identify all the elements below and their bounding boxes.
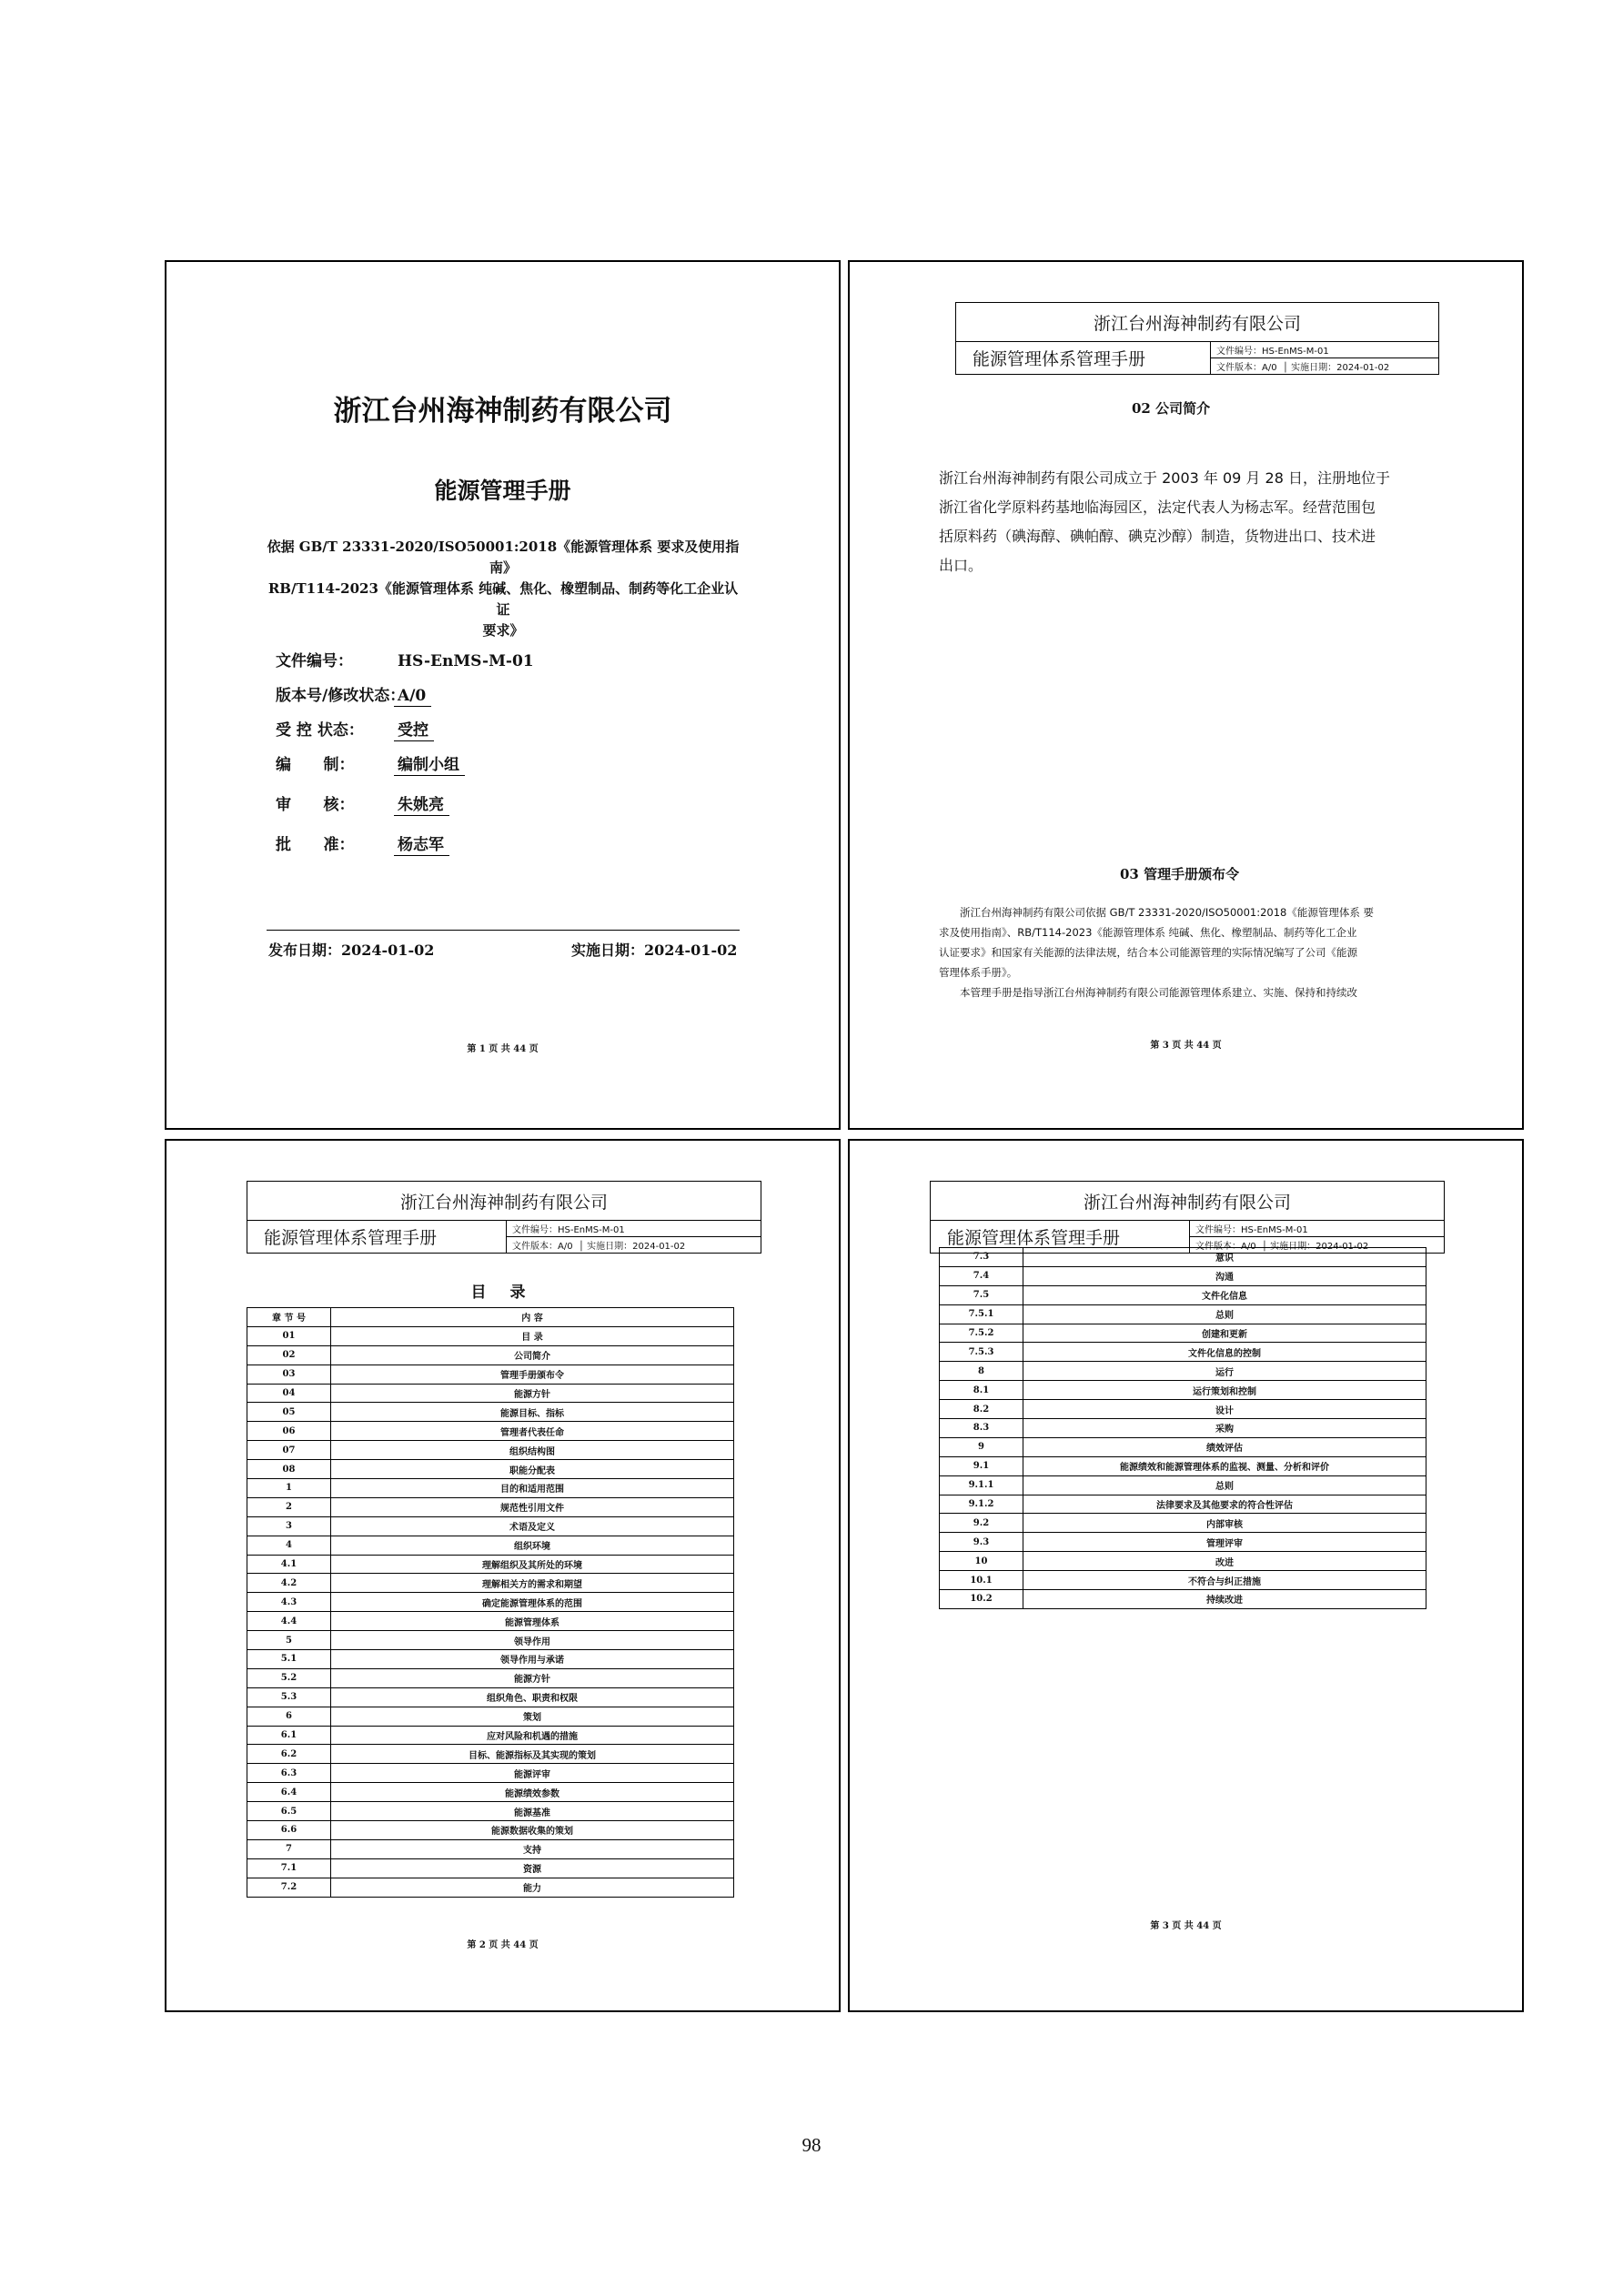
- toc-row: [940, 1571, 1426, 1590]
- toc-chapter-no: 03: [247, 1365, 331, 1384]
- toc-chapter-no: 10: [940, 1552, 1023, 1571]
- cover-basis-line: RB/T114-2023《能源管理体系 纯碱、焦化、橡塑制品、制药等化工企业认证: [267, 580, 739, 618]
- toc-chapter-title: 能力: [331, 1878, 734, 1897]
- toc-chapter-no: 7.2: [247, 1878, 331, 1897]
- toc-chapter-no: 4: [247, 1536, 331, 1555]
- text-line: 求及使用指南》、RB/T114-2023《能源管理体系 纯碱、焦化、橡塑制品、制药等化工企业: [939, 926, 1357, 939]
- header-version: 文件版本：A/0: [1195, 1242, 1256, 1252]
- toc-row: [940, 1324, 1426, 1343]
- cover-field-label: 审 核：: [276, 796, 355, 814]
- toc-chapter-title: 能源绩效和能源管理体系的监视、测量、分析和评价: [1023, 1456, 1426, 1475]
- cover-page: [165, 260, 841, 1130]
- doc-header: [930, 1181, 1445, 1254]
- toc-chapter-no: 4.2: [247, 1574, 331, 1593]
- section-02-body: [939, 464, 1448, 580]
- toc-page-2: [848, 1139, 1524, 2012]
- text-line: 浙江台州海神制药有限公司成立于 2003 年 09 月 28 日，注册地位于: [939, 469, 1390, 487]
- toc-chapter-title: 能源评审: [331, 1764, 734, 1783]
- toc-chapter-no: 8.1: [940, 1381, 1023, 1400]
- toc-chapter-no: 6.1: [247, 1726, 331, 1745]
- toc-chapter-no: 6.4: [247, 1783, 331, 1802]
- toc-row: [940, 1266, 1426, 1285]
- toc-chapter-no: 9.1.2: [940, 1495, 1023, 1514]
- toc-chapter-no: 1: [247, 1479, 331, 1498]
- cover-field-row: [276, 717, 658, 751]
- toc-chapter-title: 文件化信息: [1023, 1285, 1426, 1304]
- toc-chapter-title: 运行: [1023, 1362, 1426, 1381]
- toc-chapter-title: 职能分配表: [331, 1460, 734, 1479]
- text-line: 出口。: [939, 557, 983, 574]
- header-version-date: 文件版本：A/0 │ 实施日期：2024-01-02: [507, 1237, 761, 1254]
- toc-chapter-no: 9.1.1: [940, 1475, 1023, 1495]
- toc-row: [247, 1365, 734, 1384]
- toc-row: [940, 1552, 1426, 1571]
- header-company: 浙江台州海神制药有限公司: [931, 1182, 1445, 1221]
- toc-chapter-no: 6: [247, 1707, 331, 1726]
- cover-field-row: [276, 751, 658, 791]
- toc-row: [247, 1783, 734, 1802]
- toc-row: [247, 1384, 734, 1403]
- toc-row: [940, 1495, 1426, 1514]
- toc-chapter-no: 5.3: [247, 1687, 331, 1707]
- cover-field-value: 朱姚亮: [394, 791, 449, 816]
- toc-row: [247, 1555, 734, 1574]
- toc-chapter-title: 目 录: [331, 1326, 734, 1345]
- toc-row: [940, 1343, 1426, 1362]
- toc-row: [247, 1821, 734, 1840]
- toc-chapter-title: 组织结构图: [331, 1441, 734, 1460]
- toc-row: [940, 1362, 1426, 1381]
- toc-chapter-title: 公司简介: [331, 1345, 734, 1365]
- toc-chapter-title: 采购: [1023, 1419, 1426, 1438]
- toc-chapter-title: 领导作用: [331, 1631, 734, 1650]
- toc-title: 目 录: [470, 1284, 535, 1302]
- cover-field-label: 受 控 状态：: [276, 721, 364, 740]
- toc-chapter-title: 意识: [1023, 1248, 1426, 1267]
- toc-chapter-no: 7.5.1: [940, 1304, 1023, 1324]
- toc-chapter-no: 02: [247, 1345, 331, 1365]
- toc-row: [247, 1650, 734, 1669]
- toc-chapter-title: 总则: [1023, 1304, 1426, 1324]
- toc-row: [247, 1745, 734, 1764]
- header-version: 文件版本：A/0: [1216, 363, 1277, 373]
- toc-row: [247, 1631, 734, 1650]
- toc-row: [940, 1514, 1426, 1533]
- toc-chapter-no: 4.4: [247, 1612, 331, 1631]
- toc-chapter-no: 10.1: [940, 1571, 1023, 1590]
- intro-page-footer: 第 3 页 共 44 页: [1150, 1041, 1222, 1051]
- toc-chapter-title: 绩效评估: [1023, 1437, 1426, 1456]
- toc-row: [940, 1304, 1426, 1324]
- section-03-title: 03 管理手册颁布令: [1120, 866, 1240, 882]
- toc-chapter-title: 内部审核: [1023, 1514, 1426, 1533]
- toc-chapter-title: 持续改进: [1023, 1590, 1426, 1609]
- toc-chapter-title: 管理手册颁布令: [331, 1365, 734, 1384]
- cover-company-name: 浙江台州海神制药有限公司: [333, 395, 672, 428]
- toc-row: [247, 1878, 734, 1897]
- toc-chapter-title: 能源方针: [331, 1668, 734, 1687]
- cover-field-value: 杨志军: [394, 831, 449, 856]
- toc-chapter-title: 能源绩效参数: [331, 1783, 734, 1802]
- toc-chapter-title: 运行策划和控制: [1023, 1381, 1426, 1400]
- toc-chapter-no: 10.2: [940, 1590, 1023, 1609]
- cover-basis-text: [267, 537, 740, 641]
- toc-chapter-title: 能源目标、指标: [331, 1403, 734, 1422]
- header-version: 文件版本：A/0: [512, 1242, 573, 1252]
- cover-divider: [267, 930, 740, 931]
- toc-chapter-title: 能源数据收集的策划: [331, 1821, 734, 1840]
- toc-row: [247, 1574, 734, 1593]
- toc-chapter-title: 总则: [1023, 1475, 1426, 1495]
- cover-field-row: [276, 682, 658, 717]
- text-line: 浙江省化学原料药基地临海园区，法定代表人为杨志军。经营范围包: [939, 498, 1376, 516]
- toc-row: [247, 1839, 734, 1858]
- toc-row: [247, 1497, 734, 1516]
- toc-chapter-title: 文件化信息的控制: [1023, 1343, 1426, 1362]
- text-line: 括原料药（碘海醇、碘帕醇、碘克沙醇）制造，货物进出口、技术进: [939, 528, 1376, 545]
- toc-table: [939, 1247, 1426, 1609]
- doc-header: [955, 302, 1439, 375]
- toc-chapter-title: 能源基准: [331, 1802, 734, 1821]
- toc-row: [247, 1536, 734, 1555]
- toc-chapter-no: 9: [940, 1437, 1023, 1456]
- section-03-body: [939, 902, 1457, 1002]
- cover-page-footer: 第 1 页 共 44 页: [467, 1044, 539, 1054]
- toc-chapter-no: 4.3: [247, 1593, 331, 1612]
- toc-row: [247, 1802, 734, 1821]
- toc-row: [247, 1668, 734, 1687]
- page-number: 98: [801, 2134, 822, 2156]
- toc-chapter-no: 9.2: [940, 1514, 1023, 1533]
- toc-row: [247, 1707, 734, 1726]
- toc-chapter-title: 规范性引用文件: [331, 1497, 734, 1516]
- toc-row: [247, 1441, 734, 1460]
- cover-field-label: 编 制：: [276, 756, 355, 774]
- header-effective: 实施日期：2024-01-02: [587, 1242, 686, 1252]
- toc-row: [940, 1590, 1426, 1609]
- toc-chapter-no: 5.2: [247, 1668, 331, 1687]
- cover-field-value: A/0: [394, 687, 431, 707]
- toc-col-chapter: 章 节 号: [247, 1308, 331, 1327]
- toc-row: [940, 1419, 1426, 1438]
- header-company: 浙江台州海神制药有限公司: [956, 303, 1439, 342]
- cover-manual-title: 能源管理手册: [434, 478, 571, 504]
- toc-row: [940, 1285, 1426, 1304]
- header-manual-title: 能源管理体系管理手册: [247, 1221, 507, 1254]
- header-effective: 实施日期：2024-01-02: [1291, 363, 1390, 373]
- cover-field-label: 批 准：: [276, 836, 355, 854]
- toc-chapter-no: 01: [247, 1326, 331, 1345]
- toc-chapter-title: 能源管理体系: [331, 1612, 734, 1631]
- toc-chapter-no: 5: [247, 1631, 331, 1650]
- toc-table: [247, 1307, 734, 1898]
- toc2-page-footer: 第 3 页 共 44 页: [1150, 1921, 1222, 1931]
- toc-chapter-title: 法律要求及其他要求的符合性评估: [1023, 1495, 1426, 1514]
- toc-chapter-no: 7.3: [940, 1248, 1023, 1267]
- toc-header-row: [247, 1308, 734, 1327]
- toc-chapter-no: 8: [940, 1362, 1023, 1381]
- toc-chapter-no: 2: [247, 1497, 331, 1516]
- toc-chapter-title: 目的和适用范围: [331, 1479, 734, 1498]
- toc-chapter-title: 改进: [1023, 1552, 1426, 1571]
- cover-field-value: 编制小组: [394, 751, 465, 776]
- toc-chapter-no: 7.5: [940, 1285, 1023, 1304]
- toc-row: [940, 1533, 1426, 1552]
- header-company: 浙江台州海神制药有限公司: [247, 1182, 761, 1221]
- toc-chapter-no: 7.5.2: [940, 1324, 1023, 1343]
- toc-chapter-no: 08: [247, 1460, 331, 1479]
- cover-field-row: [276, 791, 658, 831]
- intro-page: [848, 260, 1524, 1130]
- toc-chapter-no: 8.3: [940, 1419, 1023, 1438]
- cover-field-value: 受控: [394, 717, 434, 741]
- toc-chapter-no: 4.1: [247, 1555, 331, 1574]
- cover-field-label: 文件编号：: [276, 652, 353, 670]
- toc-row: [247, 1345, 734, 1365]
- toc-chapter-title: 组织环境: [331, 1536, 734, 1555]
- toc-row: [247, 1593, 734, 1612]
- toc-row: [940, 1437, 1426, 1456]
- cover-field-value: HS-EnMS-M-01: [398, 652, 534, 670]
- toc-chapter-no: 7.4: [940, 1266, 1023, 1285]
- toc-chapter-no: 05: [247, 1403, 331, 1422]
- cover-basis-line: 要求》: [482, 622, 524, 639]
- cover-effective-date: 实施日期：2024-01-02: [571, 942, 738, 959]
- toc-chapter-title: 应对风险和机遇的措施: [331, 1726, 734, 1745]
- toc-row: [940, 1248, 1426, 1267]
- toc-chapter-no: 04: [247, 1384, 331, 1403]
- header-effective: 实施日期：2024-01-02: [1270, 1242, 1369, 1252]
- toc-chapter-title: 沟通: [1023, 1266, 1426, 1285]
- toc-row: [247, 1687, 734, 1707]
- text-line: 本管理手册是指导浙江台州海神制药有限公司能源管理体系建立、实施、保持和持续改: [960, 986, 1357, 999]
- toc-chapter-title: 术语及定义: [331, 1516, 734, 1536]
- toc1-page-footer: 第 2 页 共 44 页: [467, 1940, 539, 1950]
- toc-col-content: 内 容: [331, 1308, 734, 1327]
- toc-chapter-no: 07: [247, 1441, 331, 1460]
- toc-chapter-no: 6.2: [247, 1745, 331, 1764]
- toc-chapter-no: 6.6: [247, 1821, 331, 1840]
- toc-chapter-title: 设计: [1023, 1400, 1426, 1419]
- toc-chapter-title: 支持: [331, 1839, 734, 1858]
- toc-chapter-no: 9.3: [940, 1533, 1023, 1552]
- toc-page-1: [165, 1139, 841, 2012]
- toc-row: [247, 1726, 734, 1745]
- toc-chapter-no: 7.1: [247, 1858, 331, 1878]
- toc-chapter-no: 3: [247, 1516, 331, 1536]
- toc-row: [940, 1475, 1426, 1495]
- cover-release-date: 发布日期：2024-01-02: [268, 942, 435, 959]
- toc-chapter-no: 8.2: [940, 1400, 1023, 1419]
- toc-chapter-no: 5.1: [247, 1650, 331, 1669]
- toc-chapter-title: 创建和更新: [1023, 1324, 1426, 1343]
- toc-row: [940, 1400, 1426, 1419]
- toc-chapter-title: 能源方针: [331, 1384, 734, 1403]
- toc-chapter-title: 理解相关方的需求和期望: [331, 1574, 734, 1593]
- doc-header: [247, 1181, 761, 1254]
- toc-row: [940, 1381, 1426, 1400]
- text-line: 认证要求》和国家有关能源的法律法规，结合本公司能源管理的实际情况编写了公司《能源: [939, 946, 1357, 959]
- header-version-date: 文件版本：A/0 │ 实施日期：2024-01-02: [1211, 358, 1439, 375]
- text-line: 浙江台州海神制药有限公司依据 GB/T 23331-2020/ISO50001:2018《能源管理体系 要: [960, 906, 1375, 919]
- toc-row: [247, 1326, 734, 1345]
- toc-chapter-title: 管理评审: [1023, 1533, 1426, 1552]
- header-doc-no: 文件编号：HS-EnMS-M-01: [1190, 1221, 1445, 1237]
- toc-row: [247, 1460, 734, 1479]
- toc-row: [247, 1422, 734, 1441]
- toc-chapter-no: 7.5.3: [940, 1343, 1023, 1362]
- toc-chapter-title: 管理者代表任命: [331, 1422, 734, 1441]
- toc-chapter-no: 6.5: [247, 1802, 331, 1821]
- toc-chapter-no: 06: [247, 1422, 331, 1441]
- header-doc-no: 文件编号：HS-EnMS-M-01: [507, 1221, 761, 1237]
- toc-chapter-title: 目标、能源指标及其实现的策划: [331, 1745, 734, 1764]
- toc-row: [247, 1516, 734, 1536]
- toc-chapter-title: 组织角色、职责和权限: [331, 1687, 734, 1707]
- toc-chapter-no: 9.1: [940, 1456, 1023, 1475]
- toc-chapter-title: 领导作用与承诺: [331, 1650, 734, 1669]
- cover-field-label: 版本号/修改状态：: [276, 687, 406, 705]
- section-02-title: 02 公司简介: [1132, 400, 1211, 417]
- header-manual-title: 能源管理体系管理手册: [931, 1221, 1190, 1254]
- toc-chapter-title: 确定能源管理体系的范围: [331, 1593, 734, 1612]
- cover-field-row: [276, 831, 658, 871]
- header-doc-no: 文件编号：HS-EnMS-M-01: [1211, 342, 1439, 358]
- toc-row: [247, 1403, 734, 1422]
- toc-chapter-title: 理解组织及其所处的环境: [331, 1555, 734, 1574]
- header-version-date: 文件版本：A/0 │ 实施日期：2024-01-02: [1190, 1237, 1445, 1254]
- cover-fields: [276, 648, 658, 871]
- toc-row: [247, 1612, 734, 1631]
- toc-chapter-title: 不符合与纠正措施: [1023, 1571, 1426, 1590]
- toc-chapter-no: 7: [247, 1839, 331, 1858]
- cover-basis-line: 依据 GB/T 23331-2020/ISO50001:2018《能源管理体系 要求及使用指南》: [267, 539, 740, 576]
- toc-row: [247, 1858, 734, 1878]
- toc-chapter-title: 策划: [331, 1707, 734, 1726]
- text-line: 管理体系手册》。: [939, 966, 1018, 979]
- toc-chapter-no: 6.3: [247, 1764, 331, 1783]
- cover-field-row: [276, 648, 658, 682]
- toc-row: [247, 1479, 734, 1498]
- toc-row: [247, 1764, 734, 1783]
- toc-row: [940, 1456, 1426, 1475]
- header-manual-title: 能源管理体系管理手册: [956, 342, 1211, 375]
- toc-chapter-title: 资源: [331, 1858, 734, 1878]
